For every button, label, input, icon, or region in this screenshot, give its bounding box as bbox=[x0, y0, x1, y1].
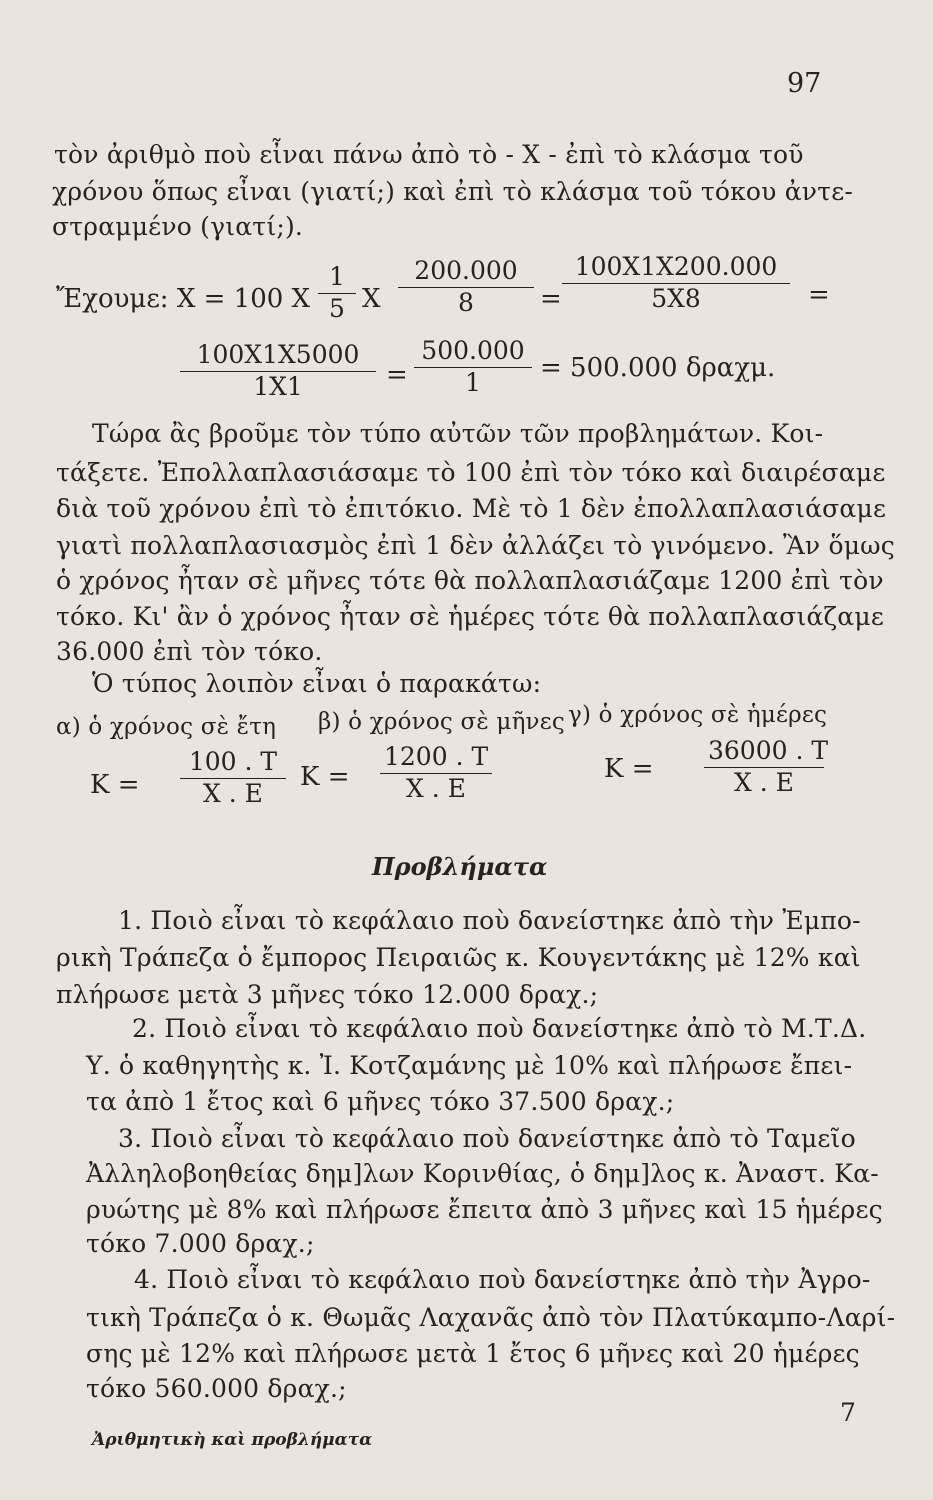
text-line: στραμμένο (γιατί;). bbox=[52, 212, 304, 241]
formula-lhs: Κ = bbox=[300, 762, 350, 792]
numerator: 100Χ1Χ5000 bbox=[196, 340, 360, 369]
numerator: 100 . Τ bbox=[188, 747, 278, 776]
equals-sign: = bbox=[386, 360, 408, 390]
section-heading: Προβλήματα bbox=[372, 852, 548, 881]
fraction-100x1x5000 bbox=[180, 340, 376, 401]
problem-line: ρυώτης μὲ 8% καὶ πλήρωσε ἔπειτα ἀπὸ 3 μῆνες καὶ 15 ἡμέρες bbox=[86, 1195, 883, 1224]
case-label: β) ὁ χρόνος σὲ μῆνες bbox=[318, 709, 565, 735]
text-line: χρόνου ὅπως εἶναι (γιατί;) καὶ ἐπὶ τὸ κλάσμα τοῦ τόκου ἀντε- bbox=[52, 177, 854, 206]
text-line: 36.000 ἐπὶ τὸν τόκο. bbox=[56, 637, 323, 666]
text-line: Ὁ τύπος λοιπὸν εἶναι ὁ παρακάτω: bbox=[92, 669, 542, 698]
fraction-200000-over-8 bbox=[398, 256, 534, 317]
text-line: τὸν ἀριθμὸ ποὺ εἶναι πάνω ἀπὸ τὸ - Χ - ἐπὶ τὸ κλάσμα τοῦ bbox=[54, 140, 804, 169]
denominator: 1 bbox=[465, 368, 481, 397]
text-line: τάξετε. Ἐπολλαπλασιάσαμε τὸ 100 ἐπὶ τὸν τόκο καὶ διαιρέσαμε bbox=[56, 458, 886, 487]
denominator: 5 bbox=[329, 294, 345, 323]
problem-line: σης μὲ 12% καὶ πλήρωσε μετὰ 1 ἔτος 6 μῆνες καὶ 20 ἡμέρες bbox=[86, 1339, 860, 1368]
denominator: 5Χ8 bbox=[651, 284, 701, 313]
problem-line: 3. Ποιὸ εἶναι τὸ κεφάλαιο ποὺ δανείστηκε ἀπὸ τὸ Ταμεῖο bbox=[118, 1124, 856, 1153]
problem-line: 1. Ποιὸ εἶναι τὸ κεφάλαιο ποὺ δανείστηκε ἀπὸ τὴν Ἐμπο- bbox=[118, 906, 861, 935]
problem-line: Υ. ὁ καθηγητὴς κ. Ἰ. Κοτζαμάνης μὲ 10% καὶ πλήρωσε ἔπει- bbox=[86, 1051, 853, 1080]
problem-line: τικὴ Τράπεζα ὁ κ. Θωμᾶς Λαχανᾶς ἀπὸ τὸν Πλατύκαμπο-Λαρί- bbox=[86, 1303, 896, 1332]
numerator: 500.000 bbox=[421, 336, 525, 365]
denominator: 8 bbox=[458, 288, 474, 317]
formula-lhs: Κ = bbox=[90, 770, 140, 800]
equals-sign: = bbox=[540, 284, 562, 314]
signature-mark: 7 bbox=[840, 1398, 856, 1427]
text-line: ὁ χρόνος ἦταν σὲ μῆνες τότε θὰ πολλαπλασιάζαμε 1200 ἐπὶ τὸν bbox=[56, 566, 884, 595]
numerator: 100Χ1Χ200.000 bbox=[574, 252, 778, 281]
equation-times: Χ bbox=[362, 284, 381, 314]
formula-fraction-days bbox=[704, 736, 829, 797]
problem-line: τόκο 560.000 δραχ.; bbox=[86, 1374, 347, 1403]
numerator: 200.000 bbox=[414, 256, 518, 285]
problem-line: ρικὴ Τράπεζα ὁ ἔμπορος Πειραιῶς κ. Κουγεντάκης μὲ 12% καὶ bbox=[56, 943, 861, 972]
denominator: Χ . Ε bbox=[203, 779, 263, 808]
formula-lhs: Κ = bbox=[604, 754, 654, 784]
text-line: Τώρα ἂς βροῦμε τὸν τύπο αὐτῶν τῶν προβλημάτων. Κοι- bbox=[92, 419, 824, 448]
case-label: α) ὁ χρόνος σὲ ἔτη bbox=[56, 714, 277, 740]
denominator: 1Χ1 bbox=[253, 372, 303, 401]
footer-title: Ἀριθμητικὴ καὶ προβλήματα bbox=[92, 1430, 373, 1450]
fraction-product bbox=[562, 252, 790, 313]
formula-fraction-years bbox=[180, 747, 286, 808]
equals-sign: = bbox=[808, 280, 830, 310]
equation-result: = 500.000 δραχμ. bbox=[540, 353, 776, 383]
page-number: 97 bbox=[787, 68, 822, 99]
formula-fraction-months bbox=[380, 742, 492, 803]
denominator: Χ . Ε bbox=[406, 774, 466, 803]
case-label: γ) ὁ χρόνος σὲ ἡμέρες bbox=[568, 702, 828, 728]
problem-line: 4. Ποιὸ εἶναι τὸ κεφάλαιο ποὺ δανείστηκε ἀπὸ τὴν Ἀγρο- bbox=[134, 1265, 871, 1294]
problem-line: πλήρωσε μετὰ 3 μῆνες τόκο 12.000 δραχ.; bbox=[56, 980, 599, 1009]
numerator: 1200 . Τ bbox=[384, 742, 489, 771]
problem-line: 2. Ποιὸ εἶναι τὸ κεφάλαιο ποὺ δανείστηκε ἀπὸ τὸ Μ.Τ.Δ. bbox=[132, 1014, 867, 1043]
problem-line: Ἀλληλοβοηθείας δημ]λων Κορινθίας, ὁ δημ]λος κ. Ἀναστ. Κα- bbox=[86, 1159, 879, 1188]
text-line: γιατὶ πολλαπλασιασμὸς ἐπὶ 1 δὲν ἀλλάζει τὸ γινόμενο. Ἂν ὅμως bbox=[56, 531, 895, 560]
equation-lead: Ἔχουμε: Χ = 100 Χ bbox=[56, 284, 311, 314]
problem-line: τόκο 7.000 δραχ.; bbox=[86, 1229, 315, 1258]
text-line: τόκο. Κι' ἂν ὁ χρόνος ἦταν σὲ ἡμέρες τότε θὰ πολλαπλασιάζαμε bbox=[56, 602, 884, 631]
denominator: Χ . Ε bbox=[734, 768, 794, 797]
numerator: 36000 . Τ bbox=[708, 736, 829, 765]
numerator: 1 bbox=[329, 262, 345, 291]
text-line: διὰ τοῦ χρόνου ἐπὶ τὸ ἐπιτόκιο. Μὲ τὸ 1 δὲν ἐπολλαπλασιάσαμε bbox=[56, 494, 887, 523]
fraction-one-fifth bbox=[318, 262, 356, 323]
fraction-500000-over-1 bbox=[414, 336, 532, 397]
problem-line: τα ἀπὸ 1 ἔτος καὶ 6 μῆνες τόκο 37.500 δραχ.; bbox=[86, 1087, 675, 1116]
